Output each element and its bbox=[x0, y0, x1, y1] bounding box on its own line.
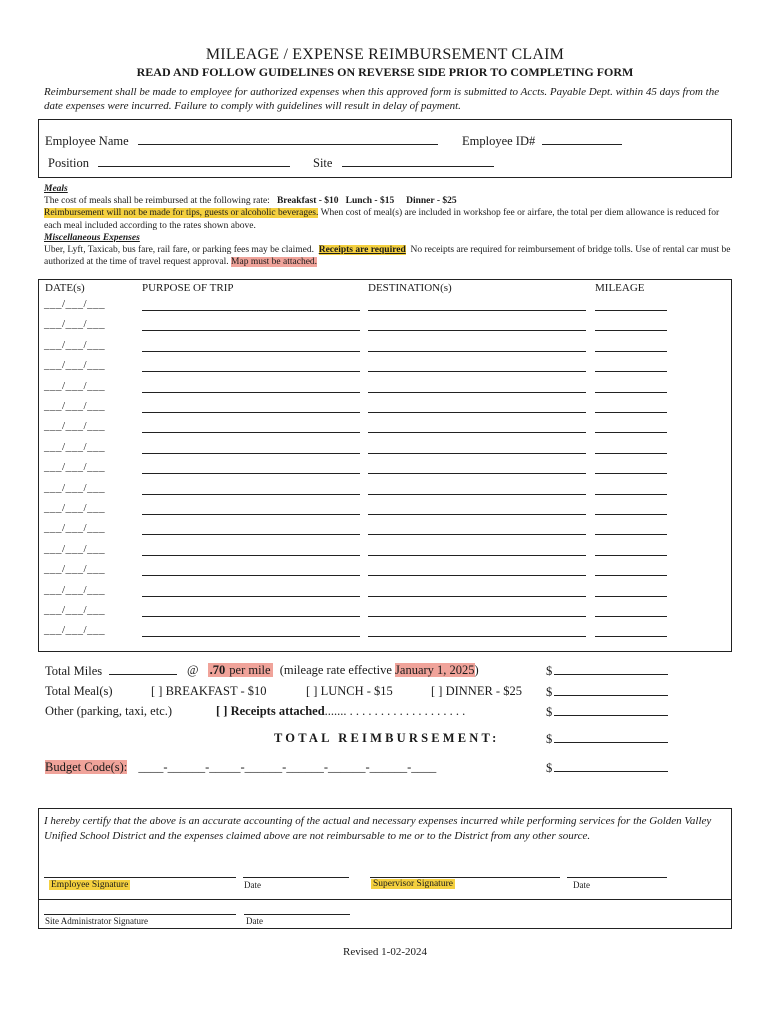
trip-date-input[interactable]: ___/___/___ bbox=[44, 339, 106, 351]
trip-purpose-input[interactable] bbox=[142, 330, 360, 331]
trip-destination-input[interactable] bbox=[368, 514, 586, 515]
employee-id-label: Employee ID# bbox=[462, 134, 536, 148]
trip-date-input[interactable]: ___/___/___ bbox=[44, 604, 106, 616]
meals-rates bbox=[44, 195, 734, 207]
trip-purpose-input[interactable] bbox=[142, 494, 360, 495]
employee-signature-line[interactable] bbox=[44, 877, 236, 878]
trip-mileage-input[interactable] bbox=[595, 310, 667, 311]
trip-date-input[interactable]: ___/___/___ bbox=[44, 380, 106, 392]
position-field[interactable] bbox=[48, 155, 290, 171]
trip-destination-input[interactable] bbox=[368, 310, 586, 311]
trip-destination-input[interactable] bbox=[368, 392, 586, 393]
form-subtitle: READ AND FOLLOW GUIDELINES ON REVERSE SIDE PRIOR TO COMPLETING FORM bbox=[136, 65, 634, 79]
budget-amount-line[interactable] bbox=[554, 760, 668, 772]
leader-dots: ....... . . . . . . . . . . . . . . . . . . . bbox=[324, 704, 466, 718]
position-line[interactable] bbox=[98, 155, 290, 167]
site-line[interactable] bbox=[342, 155, 494, 167]
trip-purpose-input[interactable] bbox=[142, 392, 360, 393]
meals-lunch-rate: Lunch - $15 bbox=[345, 196, 395, 207]
supervisor-date-line[interactable] bbox=[567, 877, 667, 878]
effective-date: January 1, 2025 bbox=[395, 663, 475, 677]
trip-destination-input[interactable] bbox=[368, 494, 586, 495]
misc-heading: Miscellaneous Expenses bbox=[44, 232, 140, 243]
dollar-sign: $ bbox=[546, 685, 553, 699]
dollar-sign: $ bbox=[546, 705, 553, 719]
trip-date-input[interactable]: ___/___/___ bbox=[44, 420, 106, 432]
col-header-dates: DATE(s) bbox=[45, 282, 85, 294]
trip-destination-input[interactable] bbox=[368, 351, 586, 352]
meals-policy bbox=[44, 207, 734, 231]
employee-date-line[interactable] bbox=[243, 877, 349, 878]
admin-signature-label: Site Administrator Signature bbox=[45, 916, 148, 926]
trip-date-input[interactable]: ___/___/___ bbox=[44, 543, 106, 555]
receipts-required-notice: Receipts are required bbox=[318, 245, 406, 256]
budget-amount-field[interactable] bbox=[546, 760, 668, 776]
mileage-rate bbox=[187, 663, 479, 678]
trip-mileage-input[interactable] bbox=[595, 514, 667, 515]
trip-mileage-input[interactable] bbox=[595, 351, 667, 352]
employee-id-line[interactable] bbox=[542, 133, 622, 145]
breakfast-checkbox[interactable]: [ ] BREAKFAST - $10 bbox=[151, 684, 267, 698]
trip-date-input[interactable]: ___/___/___ bbox=[44, 482, 106, 494]
dollar-sign: $ bbox=[546, 664, 553, 678]
budget-code-label: Budget Code(s): bbox=[45, 760, 128, 774]
budget-code-input[interactable]: ____-______-_____-______-______-______-______-____ bbox=[138, 760, 437, 774]
trip-destination-input[interactable] bbox=[368, 555, 586, 556]
trip-date-input[interactable]: ___/___/___ bbox=[44, 584, 106, 596]
trip-destination-input[interactable] bbox=[368, 412, 586, 413]
other-amount-line[interactable] bbox=[554, 704, 668, 716]
trip-date-input[interactable]: ___/___/___ bbox=[44, 359, 106, 371]
trip-mileage-input[interactable] bbox=[595, 555, 667, 556]
trip-mileage-input[interactable] bbox=[595, 412, 667, 413]
trip-purpose-input[interactable] bbox=[142, 412, 360, 413]
admin-date-line[interactable] bbox=[244, 914, 350, 915]
trip-mileage-input[interactable] bbox=[595, 616, 667, 617]
admin-signature-line[interactable] bbox=[44, 914, 236, 915]
trip-mileage-input[interactable] bbox=[595, 575, 667, 576]
trip-purpose-input[interactable] bbox=[142, 555, 360, 556]
trip-purpose-input[interactable] bbox=[142, 575, 360, 576]
rate-effective-label: (mileage rate effective bbox=[279, 663, 392, 677]
trip-destination-input[interactable] bbox=[368, 432, 586, 433]
trip-mileage-input[interactable] bbox=[595, 473, 667, 474]
trip-purpose-input[interactable] bbox=[142, 473, 360, 474]
trip-mileage-input[interactable] bbox=[595, 330, 667, 331]
trip-destination-input[interactable] bbox=[368, 371, 586, 372]
trip-destination-input[interactable] bbox=[368, 473, 586, 474]
col-header-destination: DESTINATION(s) bbox=[368, 282, 452, 294]
rate-value: .70 bbox=[209, 663, 226, 677]
supervisor-date-label: Date bbox=[573, 880, 590, 890]
form-title: MILEAGE / EXPENSE REIMBURSEMENT CLAIM bbox=[205, 46, 565, 63]
trip-purpose-input[interactable] bbox=[142, 432, 360, 433]
trip-purpose-input[interactable] bbox=[142, 310, 360, 311]
miles-amount-line[interactable] bbox=[554, 663, 668, 675]
trip-destination-input[interactable] bbox=[368, 453, 586, 454]
map-notice: Map must be attached. bbox=[231, 257, 318, 268]
guidelines-section bbox=[44, 183, 734, 268]
trip-mileage-input[interactable] bbox=[595, 494, 667, 495]
employee-date-label: Date bbox=[244, 880, 261, 890]
intro-text: Reimbursement shall be made to employee for authorized expenses when this approved form is submitted to Accts. Payable Dept. within 45 days from the date expenses were incurred. Failure to comply with guidelines will result in delay of payment. bbox=[44, 86, 720, 112]
certification-text: I hereby certify that the above is an accurate accounting of the actual and necessary expenses incurred while performing services for the Golden Valley Unified School District and the expenses claimed above are not reimbursable to me or to the District from any other source. bbox=[44, 815, 712, 842]
per-diem-notice: When cost of meal(s) are included in workshop fee or airfare, the total per diem allowance is reduced for each meal included according to the rates shown above. bbox=[44, 208, 720, 231]
trip-purpose-input[interactable] bbox=[142, 453, 360, 454]
site-field[interactable] bbox=[313, 155, 494, 171]
trip-mileage-input[interactable] bbox=[595, 392, 667, 393]
trip-date-input[interactable]: ___/___/___ bbox=[44, 563, 106, 575]
lunch-checkbox[interactable]: [ ] LUNCH - $15 bbox=[306, 684, 393, 698]
trip-purpose-input[interactable] bbox=[142, 371, 360, 372]
employee-id-field[interactable] bbox=[462, 133, 622, 149]
employee-name-line[interactable] bbox=[138, 133, 438, 145]
trip-destination-input[interactable] bbox=[368, 534, 586, 535]
misc-text-1: Uber, Lyft, Taxicab, bus fare, rail fare, or parking fees may be claimed. bbox=[44, 245, 314, 256]
meals-amount-field[interactable] bbox=[546, 684, 668, 700]
trip-date-input[interactable]: ___/___/___ bbox=[44, 461, 106, 473]
meals-rate-text: The cost of meals shall be reimbursed at the following rate: bbox=[44, 196, 270, 207]
trip-destination-input[interactable] bbox=[368, 330, 586, 331]
supervisor-signature-line[interactable] bbox=[370, 877, 560, 878]
trip-destination-input[interactable] bbox=[368, 616, 586, 617]
trip-destination-input[interactable] bbox=[368, 596, 586, 597]
trip-mileage-input[interactable] bbox=[595, 432, 667, 433]
employee-name-label: Employee Name bbox=[45, 134, 129, 148]
trip-destination-input[interactable] bbox=[368, 636, 586, 637]
trip-date-input[interactable]: ___/___/___ bbox=[44, 624, 106, 636]
dollar-sign: $ bbox=[546, 732, 553, 746]
employee-name-field[interactable] bbox=[45, 133, 438, 149]
close-paren: ) bbox=[474, 663, 479, 677]
meals-heading: Meals bbox=[44, 184, 68, 194]
trip-purpose-input[interactable] bbox=[142, 514, 360, 515]
dollar-sign: $ bbox=[546, 761, 553, 775]
trip-mileage-input[interactable] bbox=[595, 453, 667, 454]
receipts-attached-checkbox[interactable]: [ ] Receipts attached bbox=[216, 704, 325, 718]
trip-mileage-input[interactable] bbox=[595, 636, 667, 637]
total-miles-row bbox=[45, 663, 177, 679]
misc-policy bbox=[44, 244, 734, 268]
site-label: Site bbox=[313, 156, 333, 170]
trip-date-input[interactable]: ___/___/___ bbox=[44, 400, 106, 412]
no-tips-notice: Reimbursement will not be made for tips, guests or alcoholic beverages. bbox=[44, 208, 319, 219]
total-meals-label: Total Meal(s) bbox=[45, 684, 113, 698]
trip-purpose-input[interactable] bbox=[142, 534, 360, 535]
revision-date: Revised 1-02-2024 bbox=[342, 946, 427, 958]
at-symbol: @ bbox=[187, 663, 199, 677]
other-amount-field[interactable] bbox=[546, 704, 668, 720]
trip-mileage-input[interactable] bbox=[595, 596, 667, 597]
col-header-mileage: MILEAGE bbox=[595, 282, 645, 294]
total-amount-line[interactable] bbox=[554, 731, 668, 743]
col-header-purpose: PURPOSE OF TRIP bbox=[142, 282, 234, 294]
supervisor-signature-label: Supervisor Signature bbox=[373, 879, 453, 889]
trip-purpose-input[interactable] bbox=[142, 596, 360, 597]
other-label: Other (parking, taxi, etc.) bbox=[45, 704, 173, 718]
trip-date-input[interactable]: ___/___/___ bbox=[44, 298, 106, 310]
trip-purpose-input[interactable] bbox=[142, 616, 360, 617]
receipts-attached-row[interactable] bbox=[216, 704, 465, 719]
trip-destination-input[interactable] bbox=[368, 575, 586, 576]
employee-signature-label: Employee Signature bbox=[51, 880, 129, 890]
trip-date-input[interactable]: ___/___/___ bbox=[44, 502, 106, 514]
trip-date-input[interactable]: ___/___/___ bbox=[44, 441, 106, 453]
per-mile-label: per mile bbox=[229, 663, 271, 677]
total-reimbursement-label: TOTAL REIMBURSEMENT: bbox=[274, 731, 500, 745]
total-miles-label: Total Miles bbox=[45, 664, 103, 678]
total-miles-input[interactable] bbox=[109, 663, 177, 675]
meals-dinner-rate: Dinner - $25 bbox=[406, 196, 457, 207]
trip-mileage-input[interactable] bbox=[595, 534, 667, 535]
trip-purpose-input[interactable] bbox=[142, 636, 360, 637]
position-label: Position bbox=[48, 156, 89, 170]
budget-code-row[interactable] bbox=[45, 760, 436, 775]
dinner-checkbox[interactable]: [ ] DINNER - $25 bbox=[431, 684, 522, 698]
misc-text-2: No receipts are required for reimbursement of bridge tolls. Use of rental car must be authorized at the time of travel request approval. bbox=[44, 245, 731, 268]
trip-date-input[interactable]: ___/___/___ bbox=[44, 522, 106, 534]
miles-amount-field[interactable] bbox=[546, 663, 668, 679]
trip-mileage-input[interactable] bbox=[595, 371, 667, 372]
trip-purpose-input[interactable] bbox=[142, 351, 360, 352]
admin-date-label: Date bbox=[246, 916, 263, 926]
total-amount-field[interactable] bbox=[546, 731, 668, 747]
trip-date-input[interactable]: ___/___/___ bbox=[44, 318, 106, 330]
meals-amount-line[interactable] bbox=[554, 684, 668, 696]
meals-breakfast-rate: Breakfast - $10 bbox=[276, 196, 339, 207]
